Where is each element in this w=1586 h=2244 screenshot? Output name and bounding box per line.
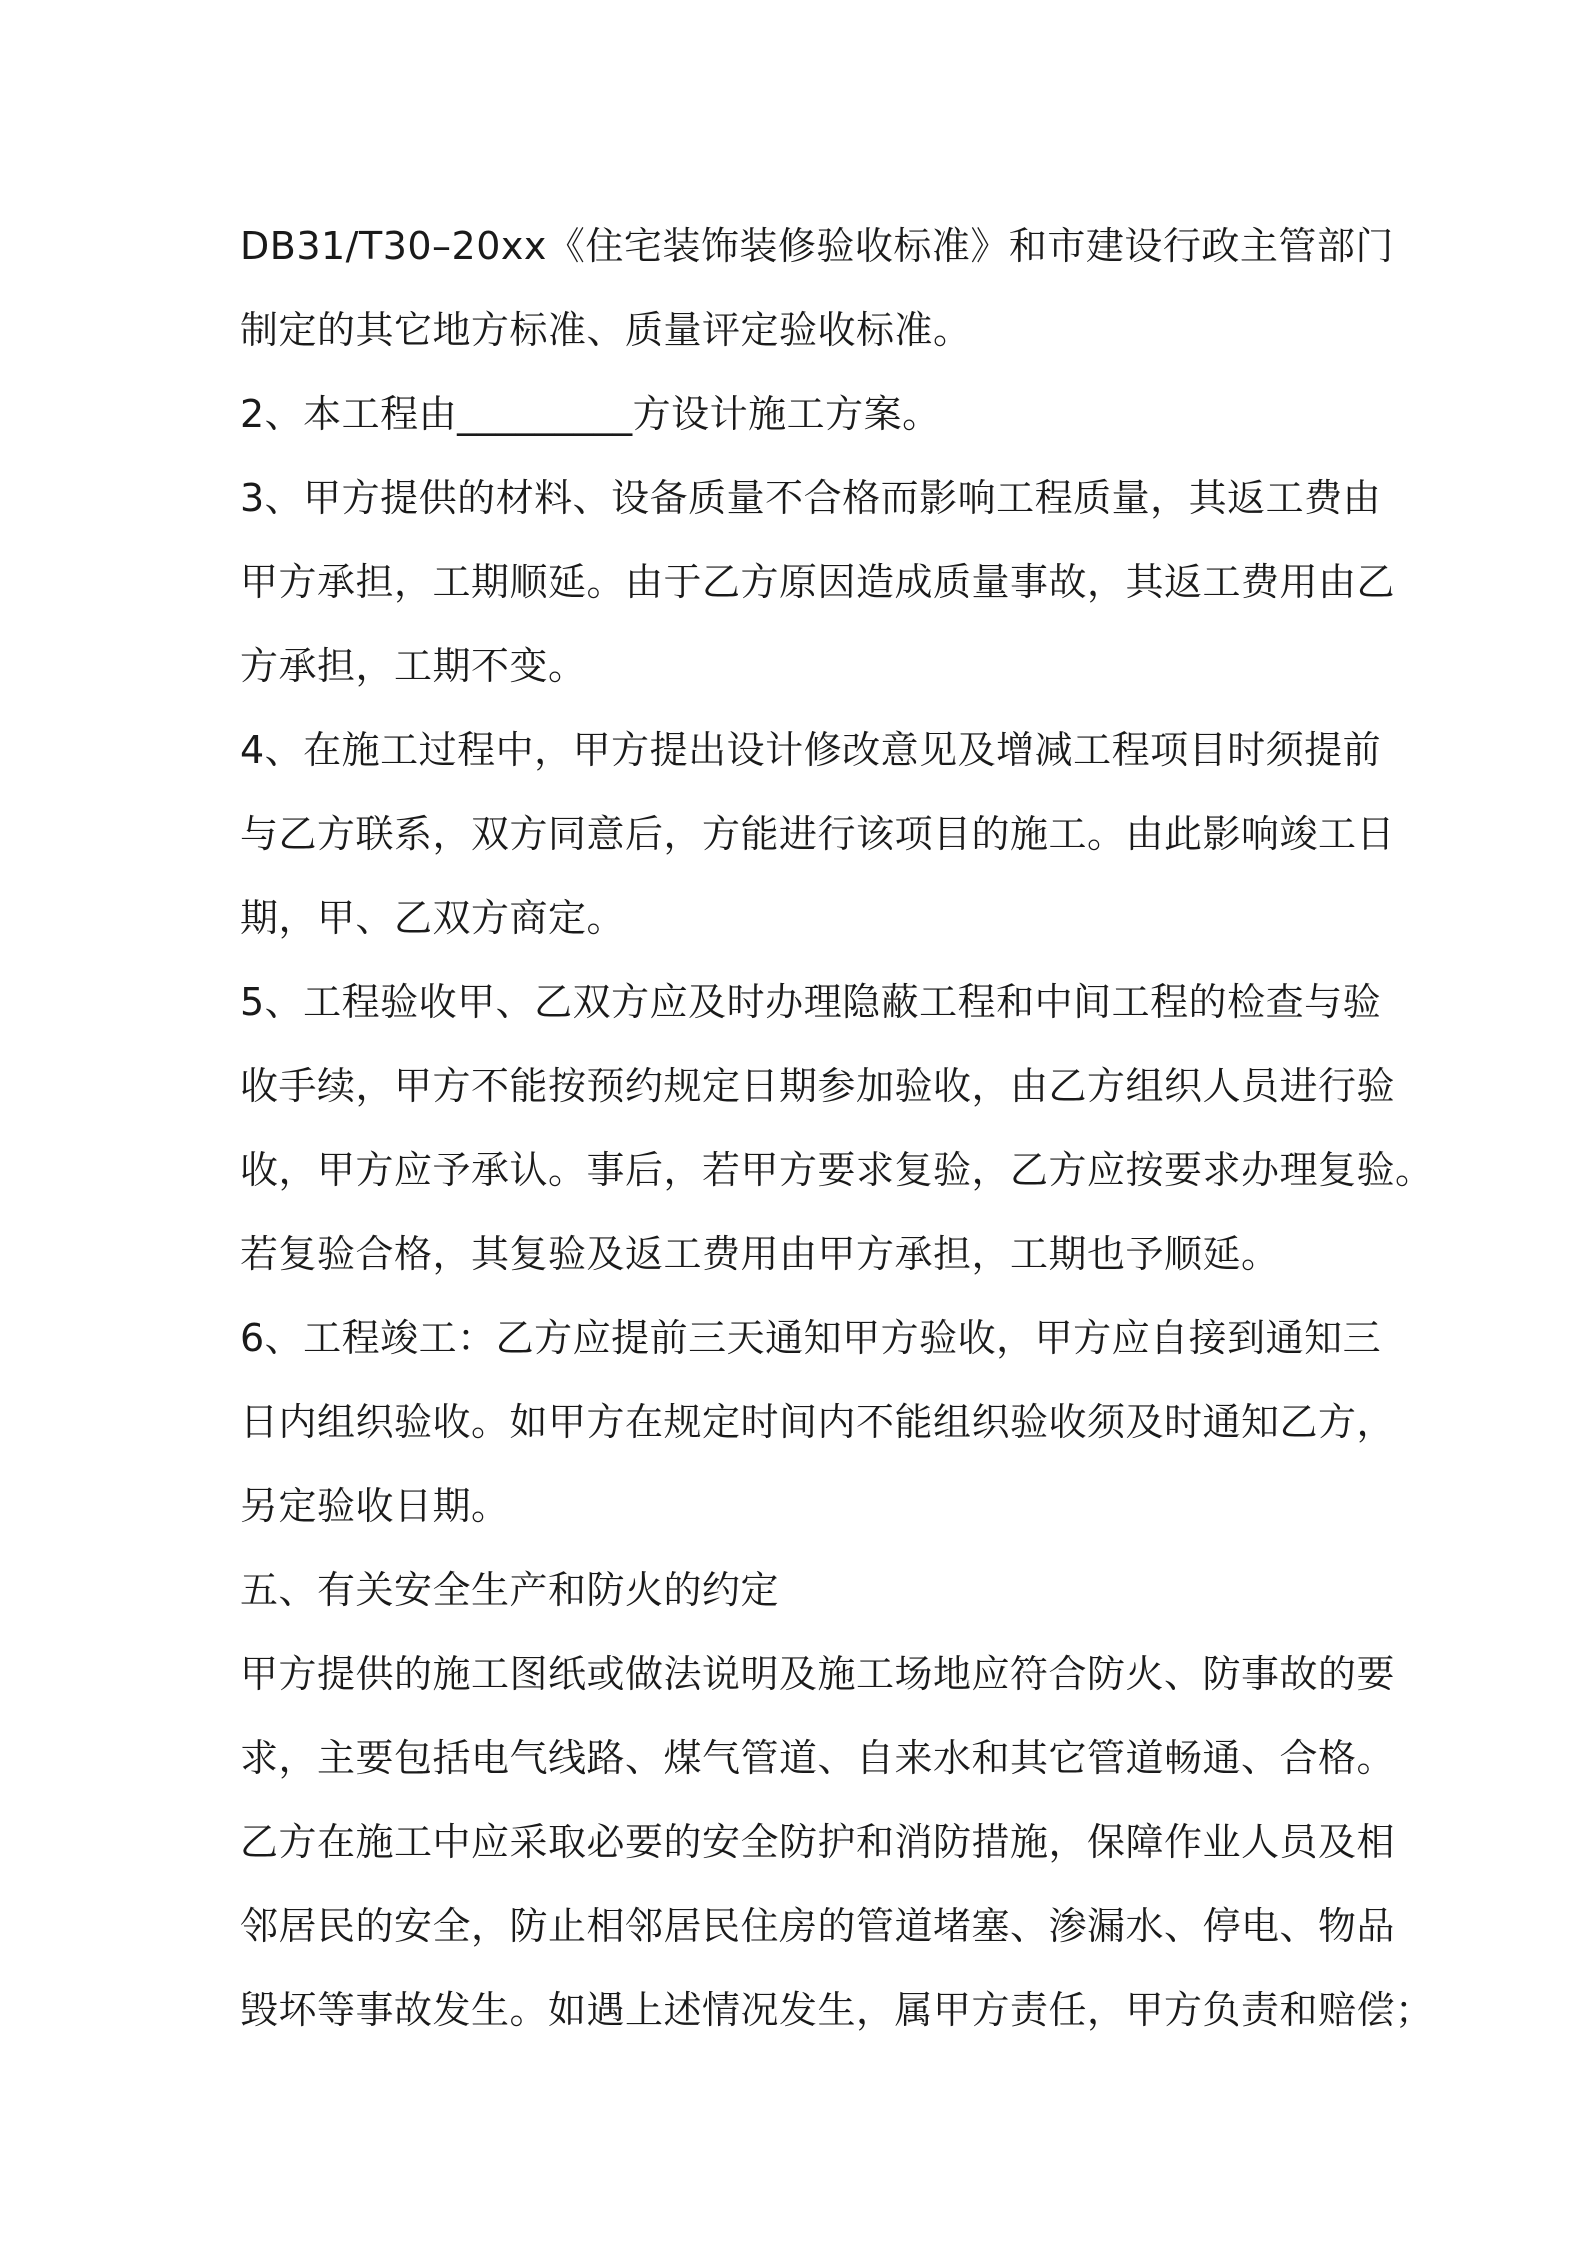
text-line: 4、在施工过程中，甲方提出设计修改意见及增减工程项目时须提前 xyxy=(240,728,1382,772)
text-line: 5、工程验收甲、乙双方应及时办理隐蔽工程和中间工程的检查与验 xyxy=(240,980,1382,1024)
text-line: 另定验收日期。 xyxy=(240,1484,510,1528)
text-line: 求，主要包括电气线路、煤气管道、自来水和其它管道畅通、合格。 xyxy=(240,1736,1396,1780)
text-line: 收手续，甲方不能按预约规定日期参加验收，由乙方组织人员进行验 xyxy=(240,1064,1396,1108)
text-line: 毁坏等事故发生。如遇上述情况发生，属甲方责任，甲方负责和赔偿； xyxy=(240,1988,1434,2032)
text-line: 日内组织验收。如甲方在规定时间内不能组织验收须及时通知乙方， xyxy=(240,1400,1396,1444)
text-line: 乙方在施工中应采取必要的安全防护和消防措施，保障作业人员及相 xyxy=(240,1820,1396,1864)
text-line: 邻居民的安全，防止相邻居民住房的管道堵塞、渗漏水、停电、物品 xyxy=(240,1904,1396,1948)
text-line: 6、工程竣工：乙方应提前三天通知甲方验收，甲方应自接到通知三 xyxy=(240,1316,1382,1360)
text-line: 方承担，工期不变。 xyxy=(240,644,587,688)
text-line: 3、甲方提供的材料、设备质量不合格而影响工程质量，其返工费由 xyxy=(240,476,1382,520)
text-line: 收，甲方应予承认。事后，若甲方要求复验，乙方应按要求办理复验。 xyxy=(240,1148,1434,1192)
text-line: 制定的其它地方标准、质量评定验收标准。 xyxy=(240,308,972,352)
text-line: DB31/T30–20xx《住宅装饰装修验收标准》和市建设行政主管部门 xyxy=(240,224,1394,268)
document-page xyxy=(240,204,1434,2052)
text-line: 与乙方联系，双方同意后，方能进行该项目的施工。由此影响竣工日 xyxy=(240,812,1396,856)
text-line: 甲方提供的施工图纸或做法说明及施工场地应符合防火、防事故的要 xyxy=(240,1652,1396,1696)
text-line: 期，甲、乙双方商定。 xyxy=(240,896,626,940)
text-line: 甲方承担，工期顺延。由于乙方原因造成质量事故，其返工费用由乙 xyxy=(240,560,1396,604)
section-heading: 五、有关安全生产和防火的约定 xyxy=(240,1568,780,1612)
text-line: 2、本工程由_________方设计施工方案。 xyxy=(240,392,941,436)
text-line: 若复验合格，其复验及返工费用由甲方承担，工期也予顺延。 xyxy=(240,1232,1280,1276)
